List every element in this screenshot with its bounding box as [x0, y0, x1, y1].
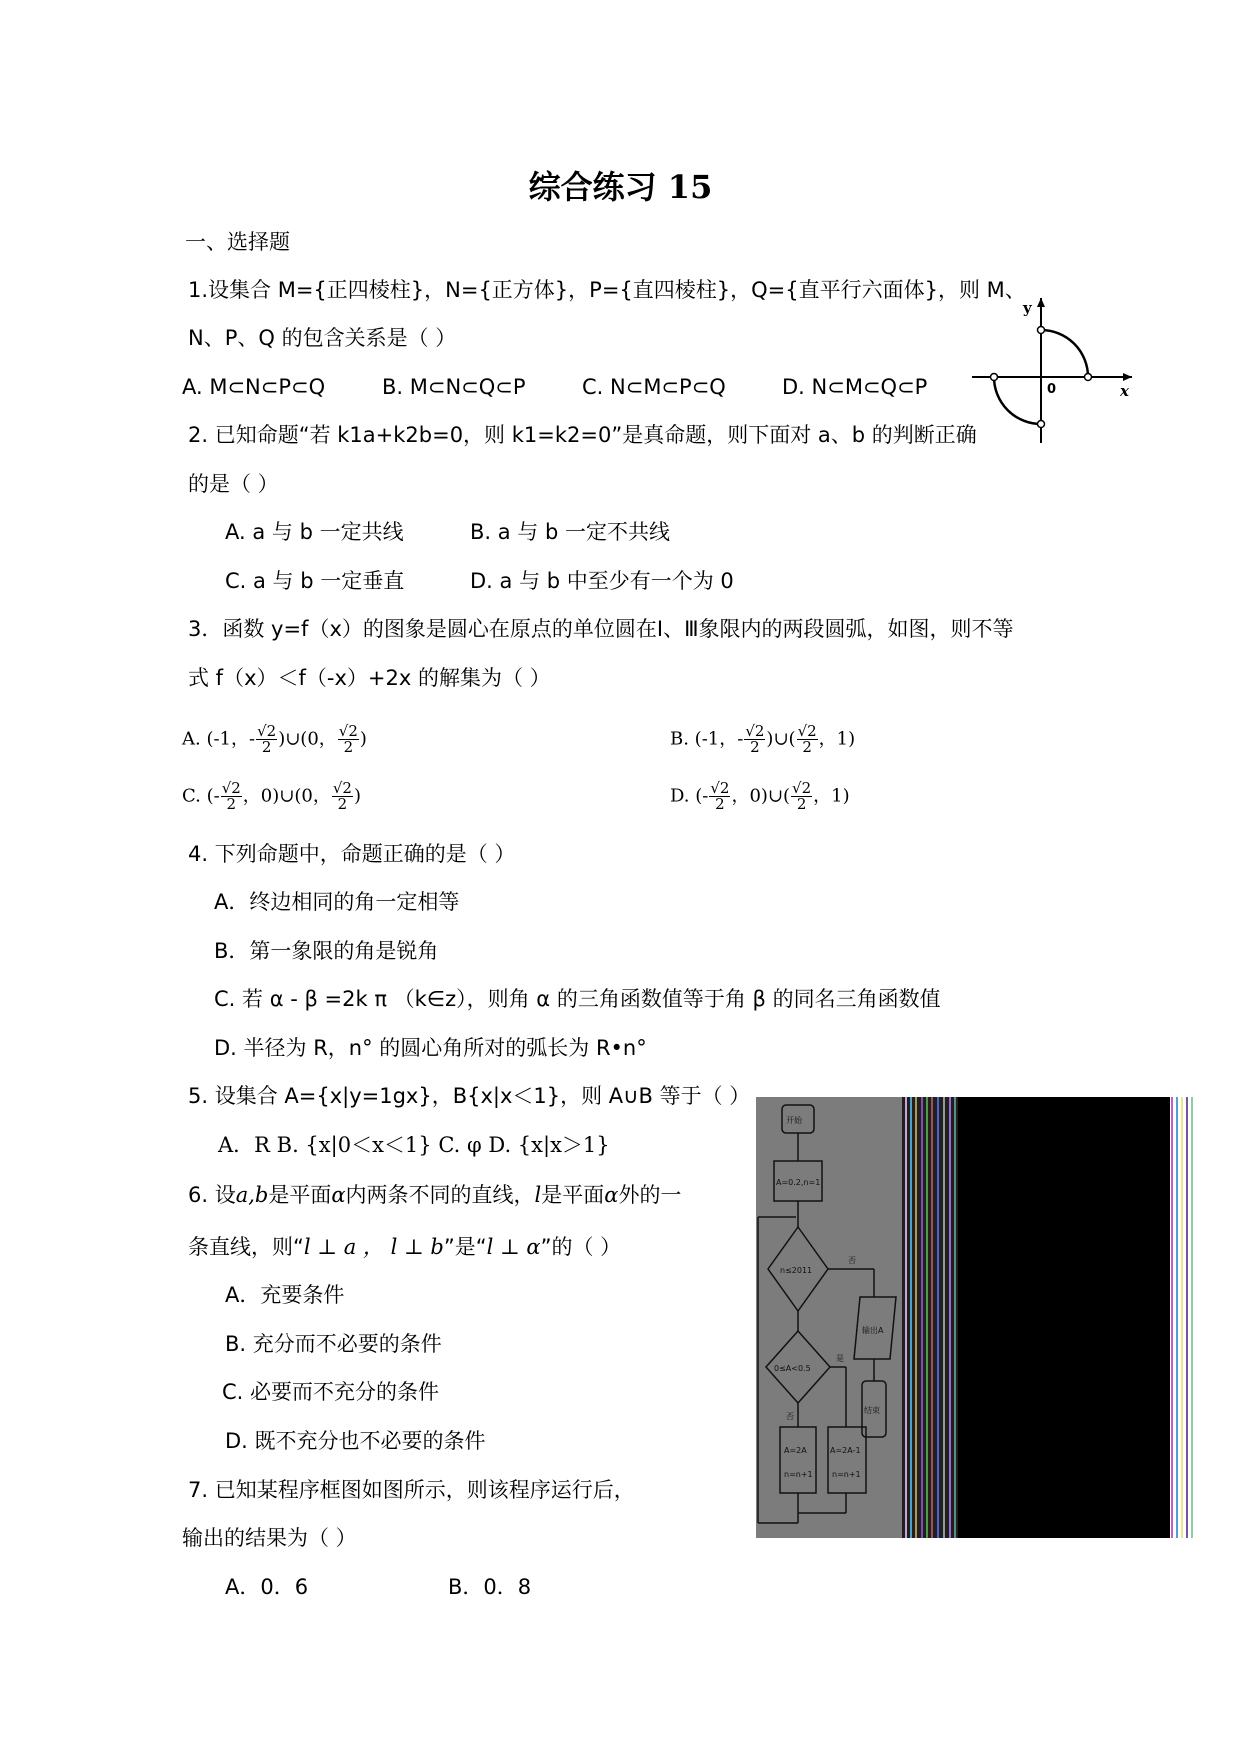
fraction: $\frac{√2}{2}$ [332, 779, 352, 813]
q6-math: l ⊥ a ， l ⊥ b [303, 1235, 444, 1259]
q7-option-a: A．0．6 [225, 1575, 309, 1599]
q3-option-c-mid: ，0)∪(0， [242, 785, 331, 807]
fraction: $\frac{√2}{2}$ [221, 779, 241, 813]
q1-stem-line1: 1.设集合 M={正四棱柱}，N={正方体}，P={直四棱柱}，Q={直平行六面体}，则 M、 [188, 278, 1026, 302]
q2-option-d: D. a 与 b 中至少有一个为 0 [470, 569, 734, 593]
q7-stem-line2: 输出的结果为（ ） [182, 1526, 357, 1550]
q3-option-a-mid: )∪(0， [278, 728, 337, 750]
q3-option-b-pre: B. (-1，- [670, 728, 744, 750]
flowchart-start-label: 开始 [786, 1116, 802, 1125]
q2-option-a: A. a 与 b 一定共线 [225, 520, 404, 544]
q6-stem-line1 [188, 1181, 681, 1209]
q6-option-a: A．充要条件 [225, 1283, 345, 1307]
q5-options: A．R B. {x|0＜x＜1} C. φ D. {x|x＞1} [218, 1133, 610, 1157]
q6-math: a,b [235, 1183, 269, 1207]
fraction: $\frac{√2}{2}$ [797, 722, 817, 756]
flowchart-box2-line2: n=n+1 [832, 1470, 861, 1479]
q6-text: 条直线，则“ [188, 1235, 304, 1259]
q3-option-b-mid: )∪( [766, 728, 796, 750]
q6-option-b: B. 充分而不必要的条件 [225, 1332, 442, 1356]
q6-math: α [604, 1183, 619, 1207]
open-point [991, 374, 998, 381]
page-title: 综合练习 15 [528, 168, 713, 206]
y-axis-arrow-icon [1037, 298, 1045, 307]
flowchart-output-label: 输出A [862, 1326, 884, 1335]
q3-option-c-post: ) [353, 785, 361, 807]
flowchart-cond2-label: 0≤A<0.5 [774, 1364, 811, 1373]
q5-stem: 5. 设集合 A={x|y=1gx}，B{x|x＜1}，则 A∪B 等于（ ） [188, 1084, 751, 1108]
q6-stem-line2 [188, 1233, 621, 1261]
x-axis-label: x [1120, 382, 1129, 400]
q1-option-a: A. M⊂N⊂P⊂Q [182, 375, 326, 399]
q6-math: l ⊥ α [486, 1235, 541, 1259]
q4-option-a: A．终边相同的角一定相等 [214, 890, 460, 914]
q6-option-c: C. 必要而不充分的条件 [222, 1380, 440, 1404]
open-point [1038, 421, 1045, 428]
flowchart-cond1-label: n≤2011 [780, 1266, 813, 1275]
scan-black-region [958, 1097, 1170, 1538]
q4-option-c: C. 若 α - β =2k π （k∈z），则角 α 的三角函数值等于角 β 的同名三角函数值 [214, 987, 941, 1011]
origin-label: 0 [1047, 382, 1057, 397]
q6-math: l [534, 1183, 542, 1207]
q1-stem-line2: N、P、Q 的包含关系是（ ） [188, 326, 457, 350]
flowchart-box1-line1: A=2A [784, 1446, 807, 1455]
fraction: $\frac{√2}{2}$ [257, 722, 277, 756]
q4-option-b: B．第一象限的角是锐角 [214, 939, 439, 963]
fraction: $\frac{√2}{2}$ [745, 722, 765, 756]
q4-option-d: D. 半径为 R，n° 的圆心角所对的弧长为 R•n° [214, 1036, 647, 1060]
program-flowchart [756, 1097, 1194, 1538]
q6-math: α [331, 1183, 346, 1207]
flowchart-end-label: 结束 [864, 1406, 880, 1415]
q3-option-d-post: ，1) [813, 785, 850, 807]
q3-option-a-post: ) [359, 728, 367, 750]
y-axis-label: y [1023, 299, 1032, 317]
q7-stem-line1: 7. 已知某程序框图如图所示，则该程序运行后， [188, 1478, 635, 1502]
flowchart-yes-label: 是 [836, 1354, 844, 1363]
q6-text: ”的（ ） [540, 1235, 622, 1259]
q3-stem-line2: 式 f（x）＜f（-x）+2x 的解集为（ ） [188, 666, 551, 690]
x-axis-arrow-icon [1123, 373, 1132, 381]
q2-option-c: C. a 与 b 一定垂直 [225, 569, 405, 593]
q2-stem-line1: 2. 已知命题“若 k1a+k2b=0，则 k1=k2=0”是真命题，则下面对 a、b 的判断正确 [188, 423, 977, 447]
q6-option-d: D. 既不充分也不必要的条件 [225, 1429, 486, 1453]
q1-option-c: C. N⊂M⊂P⊂Q [582, 375, 726, 399]
q6-text: 是平面 [541, 1183, 605, 1207]
flowchart-background [756, 1097, 902, 1538]
q3-option-b-post: ，1) [818, 728, 856, 750]
flowchart-init-label: A=0.2,n=1 [776, 1178, 821, 1187]
open-point [1085, 374, 1092, 381]
q3-option-a-pre: A. (-1，- [182, 728, 256, 750]
q3-option-c-pre: C. (- [182, 785, 220, 807]
scan-artifact-lines-right [1172, 1097, 1192, 1538]
flowchart-no-label: 否 [848, 1256, 856, 1265]
q3-option-b [670, 724, 855, 755]
q4-stem: 4. 下列命题中，命题正确的是（ ） [188, 842, 516, 866]
fraction: $\frac{√2}{2}$ [710, 779, 730, 813]
q2-stem-line2: 的是（ ） [188, 472, 279, 496]
q6-text: 是平面 [268, 1183, 332, 1207]
q1-option-d: D. N⊂M⊂Q⊂P [782, 375, 928, 399]
q7-option-b: B．0．8 [448, 1575, 532, 1599]
q3-option-d-pre: D. (- [670, 785, 709, 807]
fraction: $\frac{√2}{2}$ [792, 779, 812, 813]
q1-option-b: B. M⊂N⊂Q⊂P [382, 375, 526, 399]
unit-circle-graph [967, 293, 1137, 450]
q6-text: 外的一 [618, 1183, 682, 1207]
q6-text: 6. 设 [188, 1183, 236, 1207]
q3-stem-line1: 3．函数 y=f（x）的图象是圆心在原点的单位圆在Ⅰ、Ⅲ象限内的两段圆弧，如图，则不等 [188, 617, 1014, 641]
arc-quadrant-3 [994, 377, 1041, 424]
q6-text: ”是“ [443, 1235, 487, 1259]
flowchart-no-label-2: 否 [786, 1412, 794, 1421]
q6-text: 内两条不同的直线， [345, 1183, 535, 1207]
q3-option-d [670, 781, 850, 812]
flowchart-box2-line1: A=2A-1 [830, 1446, 861, 1455]
q3-option-d-mid: ，0)∪( [731, 785, 791, 807]
flowchart-box1-line2: n=n+1 [784, 1470, 813, 1479]
fraction: $\frac{√2}{2}$ [338, 722, 358, 756]
q3-option-c [182, 781, 361, 812]
arc-quadrant-1 [1041, 330, 1088, 377]
q3-option-a [182, 724, 367, 755]
open-point [1038, 327, 1045, 334]
q2-option-b: B. a 与 b 一定不共线 [470, 520, 670, 544]
section-heading: 一、选择题 [185, 230, 290, 254]
